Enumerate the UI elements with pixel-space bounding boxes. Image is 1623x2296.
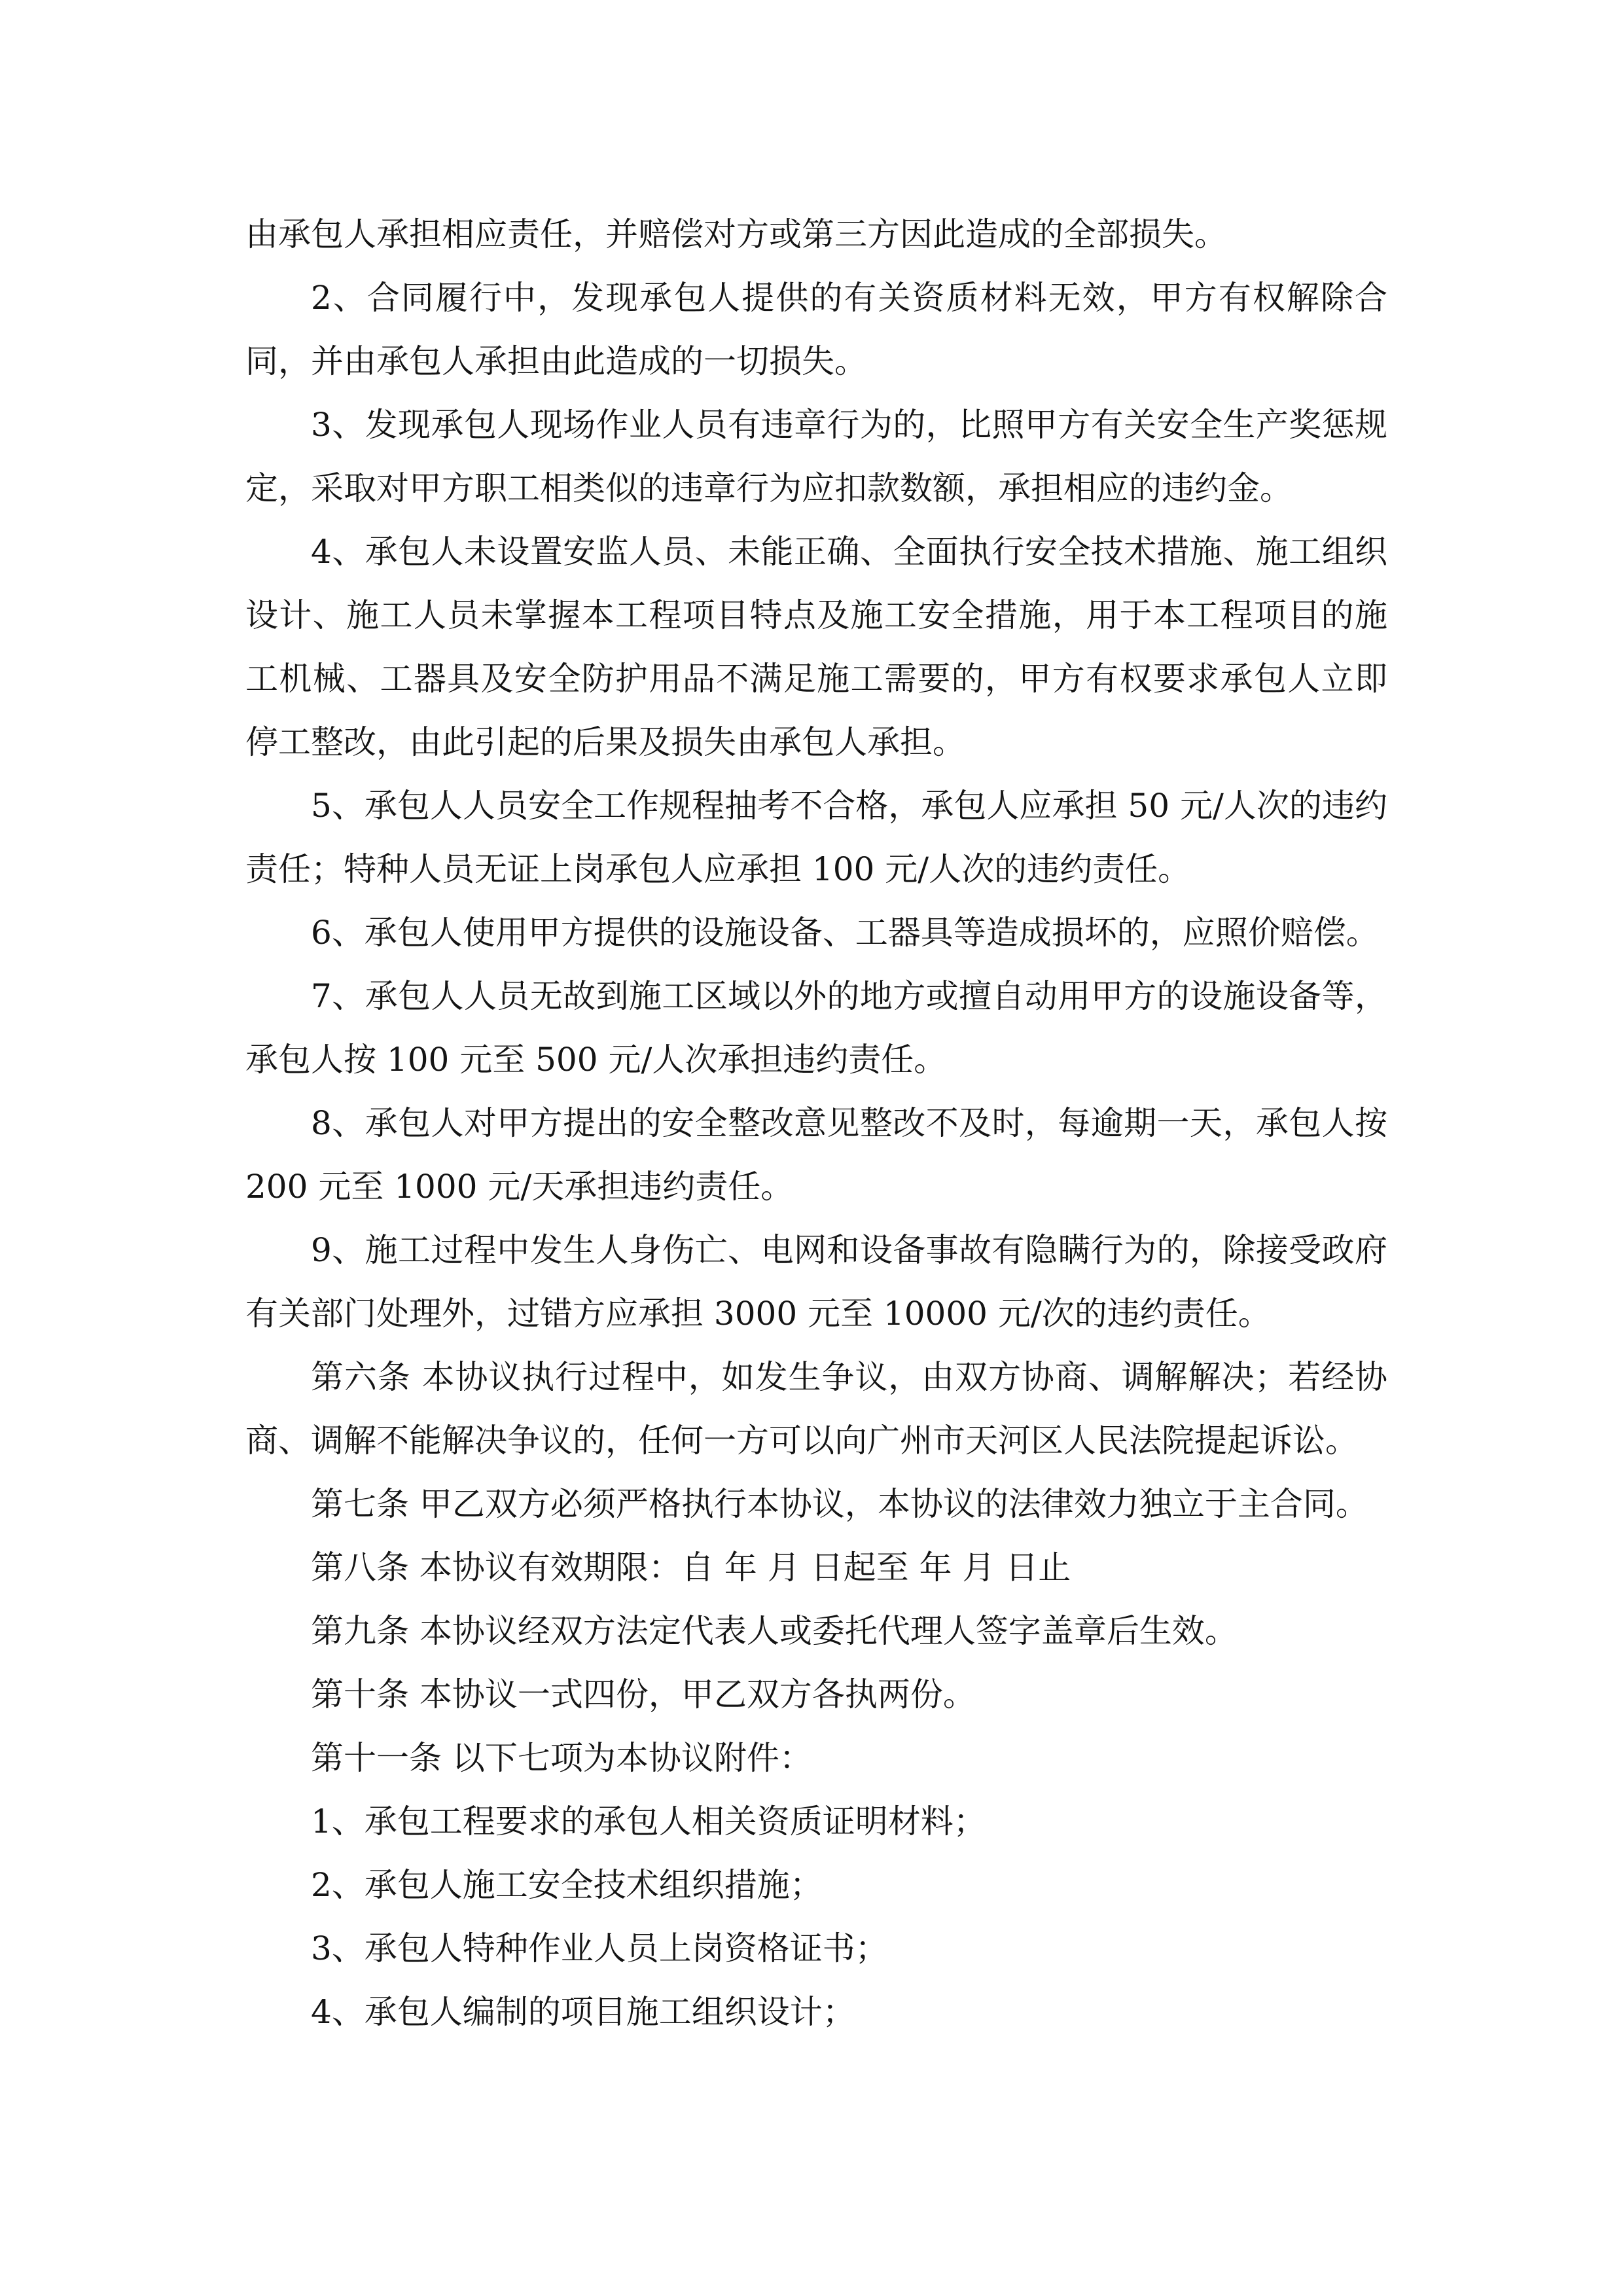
article-9: 第九条 本协议经双方法定代表人或委托代理人签字盖章后生效。 — [311, 1612, 1238, 1650]
article-6: 第六条 本协议执行过程中，如发生争议，由双方协商、调解解决；若经协商、调解不能解决争议的，任何一方可以向广州市天河区人民法院提起诉讼。 — [245, 1358, 1387, 1460]
paragraph-item-2: 2、合同履行中，发现承包人提供的有关资质材料无效，甲方有权解除合同，并由承包人承担由此造成的一切损失。 — [245, 279, 1387, 380]
attachment-item-3: 3、承包人特种作业人员上岗资格证书； — [311, 1929, 888, 1967]
paragraph-item-9: 9、施工过程中发生人身伤亡、电网和设备事故有隐瞒行为的，除接受政府有关部门处理外，过错方应承担 3000 元至 10000 元/次的违约责任。 — [245, 1231, 1387, 1333]
attachment-item-1: 1、承包工程要求的承包人相关资质证明材料； — [311, 1803, 986, 1840]
paragraph-item-7: 7、承包人人员无故到施工区域以外的地方或擅自动用甲方的设施设备等，承包人按 100 元至 500 元/人次承担违约责任。 — [245, 977, 1387, 1079]
paragraph-item-8: 8、承包人对甲方提出的安全整改意见整改不及时，每逾期一天，承包人按 200 元至 1000 元/天承担违约责任。 — [245, 1104, 1387, 1206]
article-10: 第十条 本协议一式四份，甲乙双方各执两份。 — [311, 1676, 976, 1713]
article-8: 第八条 本协议有效期限：自 年 月 日起至 年 月 日止 — [311, 1549, 1071, 1587]
paragraph-continuation: 由承包人承担相应责任，并赔偿对方或第三方因此造成的全部损失。 — [245, 215, 1227, 253]
article-7: 第七条 甲乙双方必须严格执行本协议，本协议的法律效力独立于主合同。 — [311, 1485, 1368, 1523]
article-11: 第十一条 以下七项为本协议附件： — [311, 1739, 812, 1777]
paragraph-item-3: 3、发现承包人现场作业人员有违章行为的，比照甲方有关安全生产奖惩规定，采取对甲方职工相类似的违章行为应扣款数额，承担相应的违约金。 — [245, 406, 1387, 507]
paragraph-item-4: 4、承包人未设置安监人员、未能正确、全面执行安全技术措施、施工组织设计、施工人员未掌握本工程项目特点及施工安全措施，用于本工程项目的施工机械、工器具及安全防护用品不满足施工需要的，甲方有权要求承包人立即停工整改，由此引起的后果及损失由承包人承担。 — [245, 533, 1387, 761]
attachment-item-2: 2、承包人施工安全技术组织措施； — [311, 1866, 823, 1904]
attachment-item-4: 4、承包人编制的项目施工组织设计； — [311, 1993, 855, 2031]
paragraph-item-6: 6、承包人使用甲方提供的设施设备、工器具等造成损坏的，应照价赔偿。 — [311, 914, 1379, 952]
document-body — [245, 203, 1387, 2044]
paragraph-item-5: 5、承包人人员安全工作规程抽考不合格，承包人应承担 50 元/人次的违约责任；特种人员无证上岗承包人应承担 100 元/人次的违约责任。 — [245, 787, 1387, 888]
